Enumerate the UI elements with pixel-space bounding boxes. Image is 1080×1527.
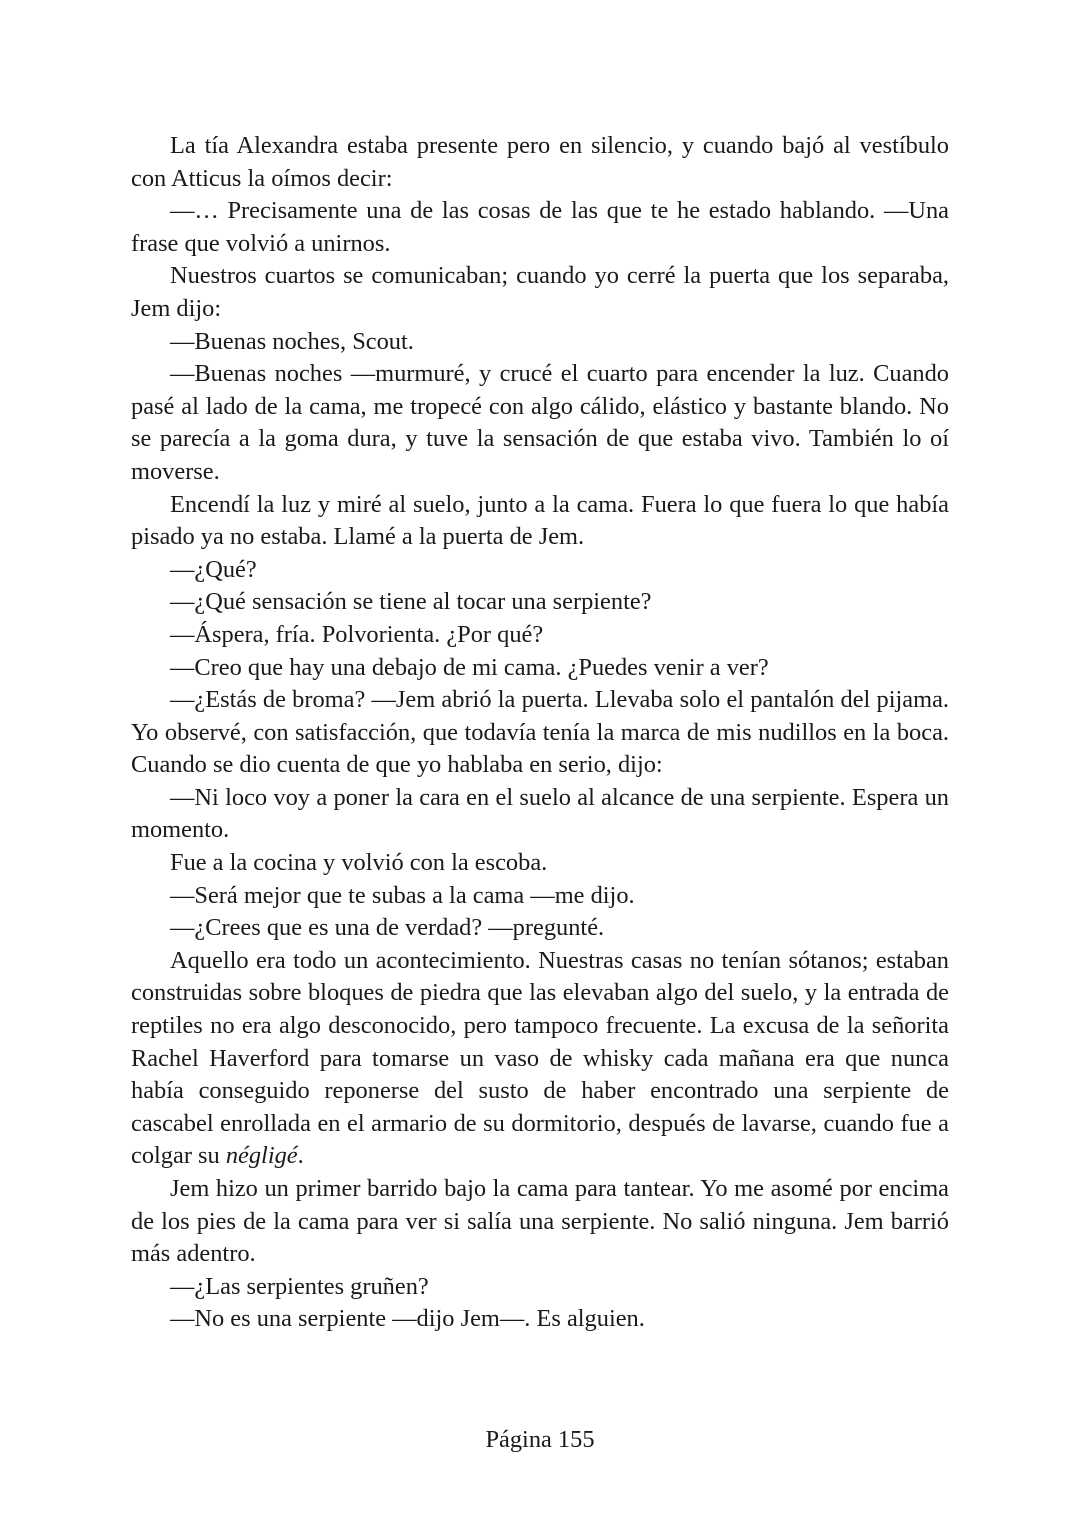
paragraph: —… Precisamente una de las cosas de las que te he estado hablando. —Una frase que volvió a unirnos. <box>131 197 949 257</box>
paragraph: —¿Estás de broma? —Jem abrió la puerta. Llevaba solo el pantalón del pijama. Yo observé, con satisfacción, que todavía tenía la marca de mis nudillos en la boca. Cuando se dio cuenta de que yo hablaba en serio, dijo: <box>131 686 949 779</box>
paragraph: —¿Crees que es una de verdad? —pregunté. <box>170 914 605 942</box>
paragraph: —Áspera, fría. Polvorienta. ¿Por qué? <box>170 620 544 648</box>
paragraph: Fue a la cocina y volvió con la escoba. <box>170 849 548 877</box>
paragraph: —No es una serpiente —dijo Jem—. Es alguien. <box>170 1305 645 1333</box>
paragraph: Jem hizo un primer barrido bajo la cama para tantear. Yo me asomé por encima de los pies de la cama para ver si salía una serpiente. No salió ninguna. Jem barrió más adentro. <box>131 1175 949 1268</box>
paragraph: —Ni loco voy a poner la cara en el suelo al alcance de una serpiente. Espera un momento. <box>131 783 949 844</box>
page-body <box>131 130 949 1336</box>
paragraph <box>131 945 949 1173</box>
paragraph: —¿Las serpientes gruñen? <box>170 1272 429 1300</box>
paragraph: Encendí la luz y miré al suelo, junto a la cama. Fuera lo que fuera lo que había pisado ya no estaba. Llamé a la puerta de Jem. <box>131 490 949 551</box>
paragraph: —Será mejor que te subas a la cama —me dijo. <box>170 881 635 909</box>
italic-word: négligé <box>225 1142 298 1170</box>
paragraph: —Buenas noches, Scout. <box>170 327 414 355</box>
paragraph: —Buenas noches —murmuré, y crucé el cuarto para encender la luz. Cuando pasé al lado de la cama, me tropecé con algo cálido, elástico y bastante blando. No se parecía a la goma dura, y tuve la sensación de que estaba vivo. También lo oí moverse. <box>131 360 949 485</box>
paragraph-text: Aquello era todo un acontecimiento. Nuestras casas no tenían sótanos; estaban construidas sobre bloques de piedra que las elevaban algo del suelo, y la entrada de reptiles no era algo desconocido, pero tampoco frecuente. La excusa de la señorita Rachel Haverford para tomarse un vaso de whisky cada mañana era que nunca había conseguido reponerse del susto de haber encontrado una serpiente de cascabel enrollada en el armario de su dormitorio, después de lavarse, cuando fue a colgar su <box>131 946 949 1170</box>
page-number: Página 155 <box>485 1426 595 1453</box>
paragraph: Nuestros cuartos se comunicaban; cuando yo cerré la puerta que los separaba, Jem dijo: <box>131 262 949 322</box>
paragraph-text: . <box>297 1142 304 1170</box>
paragraph: —¿Qué sensación se tiene al tocar una serpiente? <box>170 588 652 616</box>
paragraph: —Creo que hay una debajo de mi cama. ¿Puedes venir a ver? <box>170 653 769 681</box>
paragraph: La tía Alexandra estaba presente pero en silencio, y cuando bajó al vestíbulo con Atticus la oímos decir: <box>131 132 949 192</box>
paragraph: —¿Qué? <box>170 555 257 583</box>
